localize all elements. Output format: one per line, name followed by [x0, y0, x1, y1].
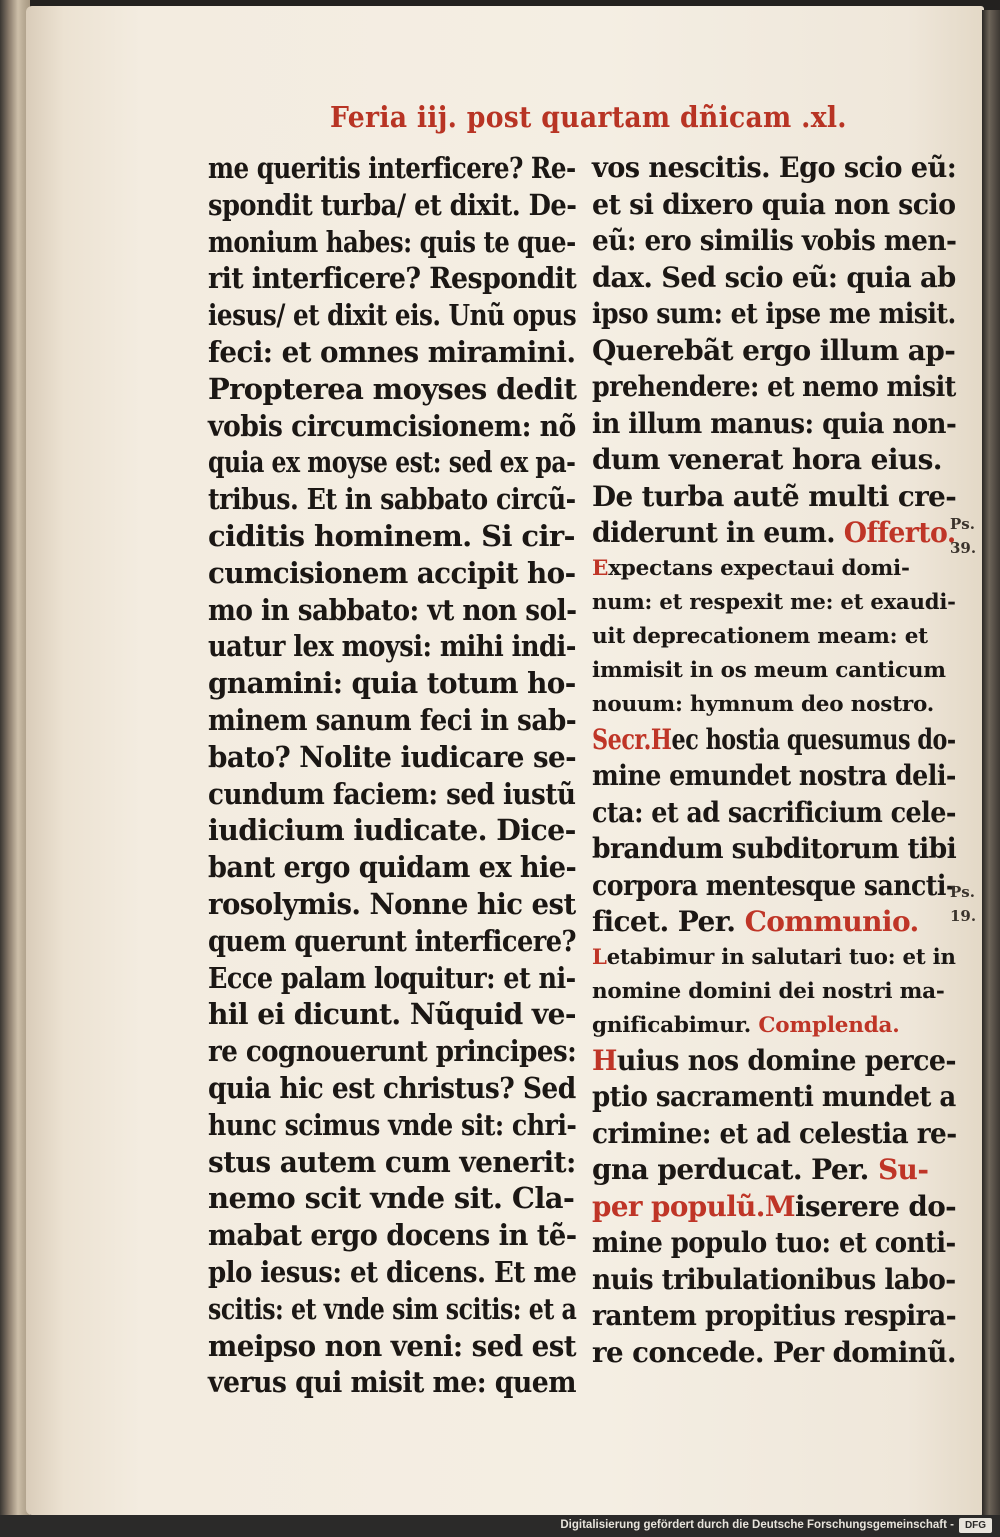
line-text: Querebãt ergo illum ap- — [592, 333, 956, 367]
text-line: scitis: et vnde sim scitis: et a — [208, 1291, 577, 1326]
text-line: hil ei dicunt. Nũquid ve- — [208, 997, 577, 1032]
text-line: meipso non veni: sed est — [208, 1328, 577, 1363]
text-line — [592, 868, 956, 905]
text-line: tribus. Et in sabbato circũ- — [208, 482, 576, 517]
text-line: uatur lex moysi: mihi indi- — [208, 629, 576, 664]
text-line — [592, 1043, 956, 1080]
text-line: cundum faciem: sed iustũ — [208, 776, 576, 811]
text-line: rosolymis. Nonne hic est — [208, 886, 576, 921]
text-line — [592, 975, 956, 1009]
text-line — [592, 722, 956, 759]
text-line: rit interficere? Respondit — [208, 261, 577, 296]
line-text: corpora mentesque sancti- — [592, 868, 956, 902]
line-text: De turba autẽ multi cre- — [592, 479, 957, 513]
right-text-column — [592, 150, 956, 1371]
text-line — [592, 1079, 956, 1116]
rubric-label: Su- — [877, 1153, 929, 1186]
line-text: gna perducat. Per. — [592, 1153, 869, 1186]
text-line — [592, 406, 957, 443]
rubric-label: Complenda. — [758, 1012, 900, 1038]
line-text: dum venerat hora eius. — [592, 443, 942, 476]
rubricated-initial: L — [592, 944, 607, 970]
margin-note-offertory: Ps. 39. — [950, 515, 977, 557]
text-line: Propterea moyses dedit — [208, 371, 577, 406]
text-line: verus qui misit me: quem — [208, 1365, 577, 1400]
text-line — [592, 758, 956, 795]
rubric-label: Communio. — [744, 905, 919, 938]
rubricated-initial: M — [764, 1189, 796, 1223]
text-line: gnamini: quia totum ho- — [208, 666, 576, 701]
text-line — [592, 620, 956, 654]
rubric-label: per populũ. — [592, 1189, 765, 1223]
text-line: ciditis hominem. Si cir- — [208, 518, 575, 553]
line-text: nuis tribulationibus labo- — [592, 1262, 956, 1296]
text-line: plo iesus: et dicens. Et me — [208, 1254, 577, 1289]
line-text: dax. Sed scio eũ: quia ab — [592, 260, 956, 294]
text-line: Ecce palam loquitur: et ni- — [208, 960, 576, 995]
text-line — [592, 187, 956, 224]
text-line — [592, 479, 957, 516]
text-line — [592, 1225, 956, 1262]
text-line — [592, 1009, 956, 1043]
text-line — [592, 1116, 957, 1153]
text-line: hunc scimus vnde sit: chri- — [208, 1107, 577, 1142]
text-line: bant ergo quidam ex hie- — [208, 850, 577, 885]
text-line — [592, 1189, 957, 1226]
line-text: mine emundet nostra deli- — [592, 759, 956, 792]
text-line — [592, 654, 956, 688]
line-text: xpectans expectaui domi- — [608, 555, 910, 581]
line-text: crimine: et ad celestia re- — [592, 1116, 957, 1150]
text-line: nemo scit vnde sit. Cla- — [208, 1181, 575, 1216]
line-text: mine populo tuo: et conti- — [592, 1226, 956, 1259]
text-line: mo in sabbato: vt non sol- — [208, 592, 577, 627]
footer-credit: Digitalisierung gefördert durch die Deutsche Forschungsgemeinschaft - — [560, 1519, 954, 1531]
line-text: brandum subditorum tibi — [592, 832, 957, 865]
line-text: nomine domini dei nostri ma- — [592, 978, 945, 1004]
page-fore-edge — [982, 10, 1000, 1515]
left-text-column — [208, 150, 576, 1401]
text-line: re cognouerunt principes: — [208, 1034, 577, 1069]
text-line — [592, 296, 956, 333]
dfg-logo: DFG — [959, 1518, 992, 1533]
rubricated-initial: E — [592, 555, 609, 581]
rubric-label: Secr. — [592, 722, 651, 756]
line-text: num: et respexit me: et exaudi- — [592, 589, 956, 615]
text-line — [592, 1335, 956, 1372]
text-line: bato? Nolite iudicare se- — [208, 739, 577, 774]
text-line — [592, 1298, 957, 1335]
line-text: etabimur in salutari tuo: et in — [606, 944, 956, 970]
line-text: re concede. Per dominũ. — [592, 1335, 956, 1369]
text-line — [592, 941, 956, 975]
text-line: mabat ergo docens in tẽ- — [208, 1218, 577, 1253]
line-text-tail: iserere do- — [795, 1189, 957, 1223]
text-line: cumcisionem accipit ho- — [208, 555, 576, 590]
text-line: quia hic est christus? Sed — [208, 1070, 576, 1105]
text-line — [592, 1152, 956, 1189]
text-line: stus autem cum venerit: — [208, 1144, 576, 1179]
line-text: prehendere: et nemo misit — [592, 370, 956, 403]
text-line — [592, 904, 956, 941]
line-text: diderunt in eum. — [592, 516, 836, 549]
text-line: quem querunt interficere? — [208, 923, 577, 958]
line-text: gnificabimur. — [592, 1012, 752, 1038]
line-text: uius nos domine perce- — [616, 1043, 956, 1077]
text-line — [592, 223, 957, 260]
line-text: cta: et ad sacrificium cele- — [592, 795, 956, 829]
text-line: spondit turba/ et dixit. De- — [208, 187, 577, 222]
text-line — [592, 333, 956, 370]
text-line: iesus/ et dixit eis. Unũ opus — [208, 298, 577, 333]
digitization-footer — [0, 1515, 1000, 1537]
text-line — [592, 1262, 956, 1299]
line-text: in illum manus: quia non- — [592, 406, 957, 440]
text-line — [592, 586, 956, 620]
text-line: iudicium iudicate. Dice- — [208, 813, 576, 848]
text-line — [592, 442, 956, 479]
rubric-label: Offerto. — [843, 516, 956, 549]
line-text: immisit in os meum canticum — [592, 657, 946, 683]
text-line — [592, 795, 956, 832]
line-text: nouum: hymnum deo nostro. — [592, 691, 935, 717]
line-text: vos nescitis. Ego scio eũ: — [592, 151, 957, 184]
text-line — [592, 515, 956, 552]
line-text: ptio sacramenti mundet a — [592, 1080, 956, 1113]
text-line: me queritis interficere? Re- — [208, 151, 576, 185]
text-line: feci: et omnes miramini. — [208, 334, 576, 369]
text-line — [592, 552, 956, 586]
text-line: minem sanum feci in sab- — [208, 702, 577, 737]
text-line — [592, 150, 957, 187]
text-line: quia ex moyse est: sed ex pa- — [208, 445, 576, 480]
line-text: rantem propitius respira- — [592, 1299, 957, 1332]
running-header: Feria iij. post quartam dñicam .xl. — [330, 100, 847, 134]
text-line: vobis circumcisionem: nõ — [208, 408, 576, 443]
line-text: uit deprecationem meam: et — [592, 623, 928, 649]
text-line — [592, 831, 957, 868]
rubricated-initial: H — [592, 1043, 617, 1077]
line-text: et si dixero quia non scio — [592, 187, 956, 221]
text-line — [592, 688, 956, 722]
text-line — [592, 260, 956, 297]
line-text: eũ: ero similis vobis men- — [592, 224, 957, 257]
rubricated-initial: H — [650, 722, 672, 756]
line-text: ec hostia quesumus do- — [671, 722, 956, 756]
text-line: monium habes: quis te que- — [208, 224, 576, 259]
text-line — [592, 369, 956, 406]
line-text: ipso sum: et ipse me misit. — [592, 297, 956, 330]
line-text: ficet. Per. — [592, 905, 736, 938]
margin-note-communion: Ps. 19. — [950, 883, 977, 925]
